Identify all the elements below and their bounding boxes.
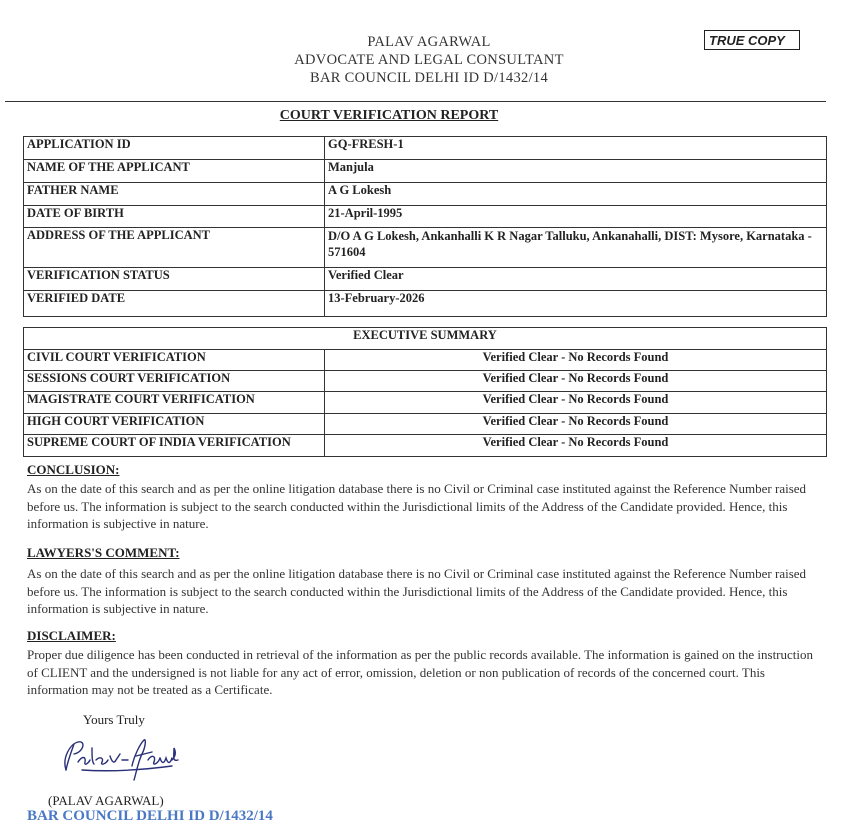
summary-value: Verified Clear - No Records Found	[325, 414, 827, 435]
summary-label: MAGISTRATE COURT VERIFICATION	[24, 392, 325, 414]
summary-value: Verified Clear - No Records Found	[325, 435, 827, 457]
summary-label: SESSIONS COURT VERIFICATION	[24, 371, 325, 392]
summary-value: Verified Clear - No Records Found	[325, 350, 827, 371]
lawyer-comment-text: As on the date of this search and as per the online litigation database there is no Civil or Criminal case instituted against the Reference Number raised before us. The information is subject to the search conducted within the Jurisdictional limits of the Address of the Candidate provided. Hence, this information is subjective in nature.	[27, 566, 807, 617]
detail-value: Manjula	[325, 160, 827, 183]
report-title: COURT VERIFICATION REPORT	[279, 108, 499, 123]
header-divider	[5, 101, 826, 102]
disclaimer-heading: DISCLAIMER:	[27, 628, 116, 643]
detail-label: VERIFIED DATE	[24, 291, 325, 317]
summary-label: CIVIL COURT VERIFICATION	[24, 350, 325, 371]
closing-salutation: Yours Truly	[83, 712, 145, 727]
executive-summary-table	[23, 327, 827, 457]
signature	[52, 730, 182, 786]
signatory-name: (PALAV AGARWAL)	[48, 793, 164, 808]
detail-value: 21-April-1995	[325, 206, 827, 228]
detail-label: APPLICATION ID	[24, 137, 325, 160]
summary-value: Verified Clear - No Records Found	[325, 371, 827, 392]
summary-heading-row	[24, 328, 827, 350]
detail-label: DATE OF BIRTH	[24, 206, 325, 228]
bar-council-id: BAR COUNCIL DELHI ID D/1432/14	[309, 70, 549, 86]
table-row	[24, 160, 827, 183]
detail-label: ADDRESS OF THE APPLICANT	[24, 228, 325, 268]
summary-label: HIGH COURT VERIFICATION	[24, 414, 325, 435]
detail-value: A G Lokesh	[325, 183, 827, 206]
table-row	[24, 350, 827, 371]
table-row	[24, 414, 827, 435]
detail-value: GQ-FRESH-1	[325, 137, 827, 160]
signatory-bar-id: BAR COUNCIL DELHI ID D/1432/14	[27, 808, 273, 824]
true-copy-stamp: TRUE COPY	[704, 30, 800, 50]
disclaimer-text: Proper due diligence has been conducted in retrieval of the information as per the public records available. The information is gained on the instruction of CLIENT and the undersigned is not liable for any act of error, omission, deletion or non publication of records of the concerned court. This information may not be treated as a Certificate.	[27, 647, 814, 698]
conclusion-heading: CONCLUSION:	[27, 462, 120, 477]
summary-label: SUPREME COURT OF INDIA VERIFICATION	[24, 435, 325, 457]
table-row	[24, 268, 827, 291]
detail-value: D/O A G Lokesh, Ankanhalli K R Nagar Talluku, Ankanahalli, DIST: Mysore, Karnataka - 571604	[325, 228, 827, 268]
detail-value: 13-February-2026	[325, 291, 827, 317]
table-row	[24, 291, 827, 317]
table-row	[24, 183, 827, 206]
advocate-role: ADVOCATE AND LEGAL CONSULTANT	[294, 52, 564, 68]
applicant-details-table	[23, 136, 827, 317]
lawyer-comment-heading: LAWYERS'S COMMENT:	[27, 545, 180, 560]
table-row	[24, 228, 827, 268]
conclusion-text: As on the date of this search and as per the online litigation database there is no Civil or Criminal case instituted against the Reference Number raised before us. The information is subject to the search conducted within the Jurisdictional limits of the Address of the Candidate provided. Hence, this information is subjective in nature.	[27, 481, 807, 532]
detail-value: Verified Clear	[325, 268, 827, 291]
detail-label: NAME OF THE APPLICANT	[24, 160, 325, 183]
detail-label: VERIFICATION STATUS	[24, 268, 325, 291]
advocate-name: PALAV AGARWAL	[367, 34, 491, 50]
table-row	[24, 371, 827, 392]
table-row	[24, 137, 827, 160]
table-row	[24, 206, 827, 228]
summary-value: Verified Clear - No Records Found	[325, 392, 827, 414]
table-row	[24, 435, 827, 457]
detail-label: FATHER NAME	[24, 183, 325, 206]
table-row	[24, 392, 827, 414]
summary-heading: EXECUTIVE SUMMARY	[24, 328, 827, 350]
